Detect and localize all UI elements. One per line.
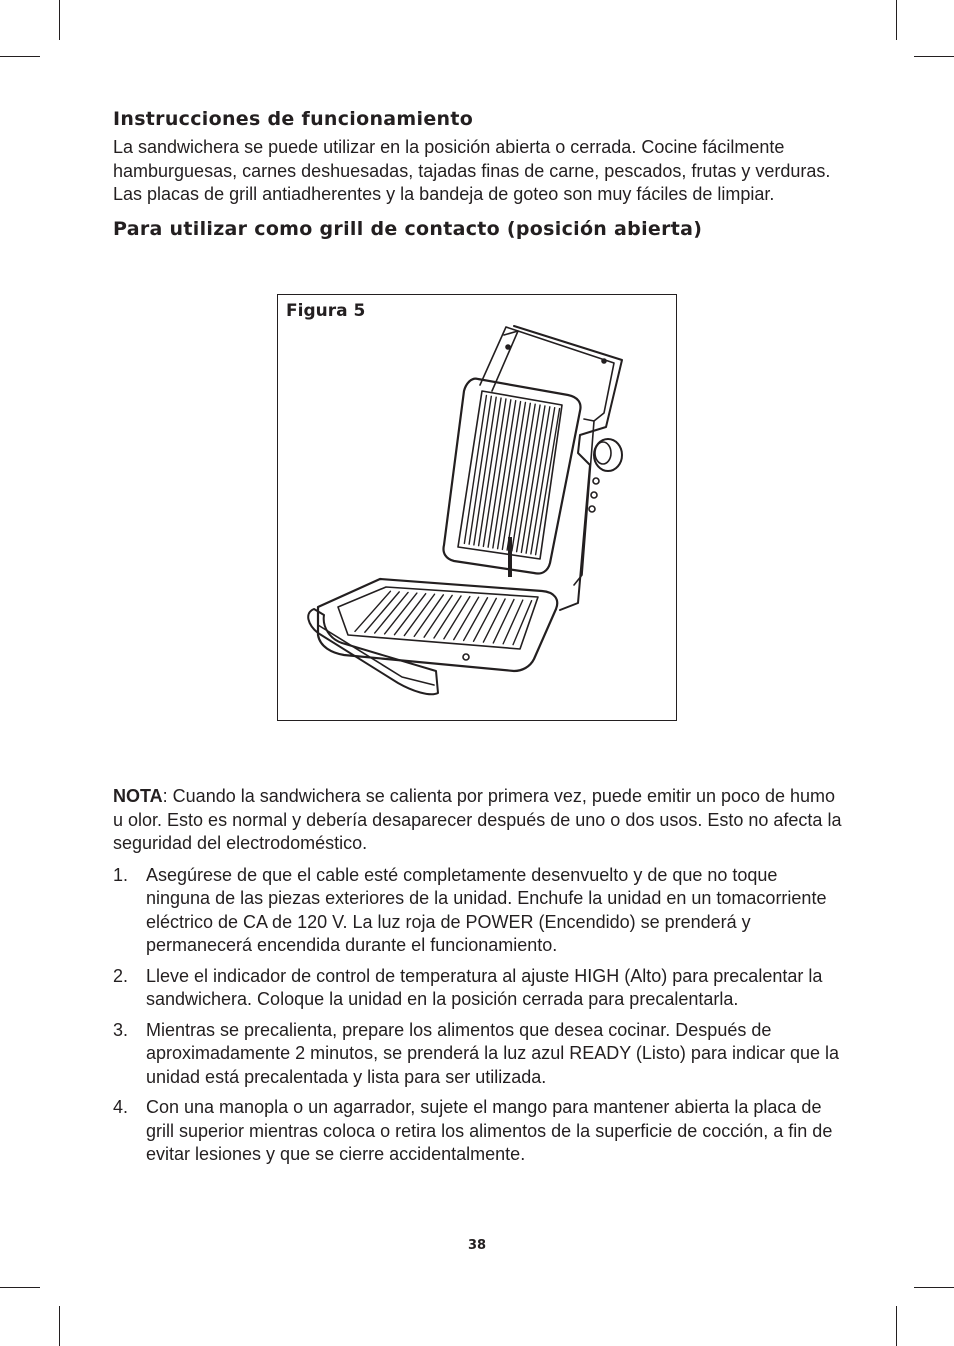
upper-rib	[512, 404, 535, 551]
upper-rib	[483, 399, 506, 546]
step-text: Mientras se precalienta, prepare los alimentos que desea cocinar. Después de aproximadamente 2 minutos, se prenderá la luz azul READY (Listo) para indicar que la unidad está precalentada y lista para ser utilizada.	[146, 1019, 840, 1087]
lower-rib	[385, 593, 417, 634]
crop-mark-top-right-vertical	[896, 0, 897, 40]
upper-rib	[521, 406, 545, 552]
upper-rib	[493, 401, 516, 548]
step-number: 2.	[113, 965, 129, 986]
grill-illustration	[278, 295, 678, 722]
grill-support-post	[508, 537, 512, 577]
figure-label: Figura 5	[286, 301, 366, 321]
lower-rib	[365, 592, 399, 632]
step-number: 3.	[113, 1019, 129, 1040]
upper-rib	[488, 400, 511, 547]
step-item	[113, 1096, 843, 1167]
crop-mark-top-left-horizontal	[0, 56, 40, 57]
step-text: Con una manopla o un agarrador, sujete el mango para mantener abierta la placa de grill superior mientras coloca o retira los alimentos de la superficie de cocción, a fin de evitar lesiones y que se cierre accidentalmente.	[146, 1097, 833, 1164]
temperature-knob-icon	[595, 442, 611, 464]
upper-rib	[479, 398, 501, 546]
instructions-header-block	[113, 106, 843, 242]
note-and-steps-block	[113, 785, 843, 1174]
lower-rib	[474, 598, 497, 641]
steps-list	[113, 864, 843, 1167]
note-text: : Cuando la sandwichera se calienta por primera vez, puede emitir un poco de humo u olor. Esto es normal y debería desaparecer después de uno o dos usos. Esto no afecta la seguridad del electrodoméstico.	[113, 786, 842, 853]
page-number: 38	[467, 1238, 487, 1253]
crop-mark-bottom-left-horizontal	[0, 1287, 40, 1288]
crop-mark-top-left-vertical	[59, 0, 60, 40]
lower-rib	[464, 598, 488, 641]
indicator-light-icon	[593, 478, 599, 484]
figure-box	[277, 294, 677, 721]
step-text: Lleve el indicador de control de temperatura al ajuste HIGH (Alto) para precalentar la sandwichera. Coloque la unidad en la posición cerrada para precalentarla.	[146, 965, 823, 1009]
upper-rib	[507, 403, 530, 550]
step-text: Asegúrese de que el cable esté completamente desenvuelto y de que no toque ninguna de las piezas exteriores de la unidad. Enchufe la unidad en un tomacorriente eléctrico de CA de 120 V. La luz roja de POWER (Encendido) se prenderá y permanecerá encendida durante el funcionamiento.	[146, 864, 827, 955]
grill-hinge-arm-right	[574, 421, 594, 585]
lower-plate	[338, 587, 538, 649]
upper-rib	[517, 405, 540, 552]
crop-mark-bottom-right-horizontal	[914, 1287, 954, 1288]
indicator-light-icon	[591, 492, 597, 498]
section-title: Instrucciones de funcionamiento	[113, 108, 474, 130]
upper-rib	[498, 402, 521, 549]
base-screw-icon	[463, 654, 469, 660]
handle-rivet-icon	[602, 359, 606, 363]
grill-handle-inner	[504, 331, 614, 421]
crop-mark-top-right-horizontal	[914, 56, 954, 57]
upper-rib	[469, 396, 491, 544]
section-subtitle: Para utilizar como grill de contacto (posición abierta)	[113, 217, 703, 240]
step-item	[113, 965, 843, 1012]
intro-paragraph: La sandwichera se puede utilizar en la posición abierta o cerrada. Cocine fácilmente hamburguesas, carnes deshuesadas, tajadas finas de carne, pescados, frutas y verduras. Las placas de grill antiadherentes y la bandeja de goteo son muy fáciles de limpiar.	[113, 137, 831, 204]
crop-mark-bottom-right-vertical	[896, 1306, 897, 1346]
step-item	[113, 864, 843, 958]
lower-rib	[493, 600, 514, 643]
handle-rivet-icon	[506, 345, 510, 349]
crop-mark-bottom-left-vertical	[59, 1306, 60, 1346]
upper-rib	[502, 402, 525, 549]
indicator-light-icon	[589, 506, 595, 512]
note-paragraph	[113, 785, 843, 856]
step-number: 1.	[113, 864, 129, 885]
step-number: 4.	[113, 1097, 129, 1117]
lower-plate-ribs	[355, 591, 532, 644]
step-item	[113, 1019, 843, 1090]
upper-rib	[526, 407, 550, 553]
upper-plate-ribs	[464, 395, 559, 554]
lower-rib	[483, 599, 505, 642]
lower-rib	[375, 592, 408, 633]
upper-rib	[464, 395, 486, 543]
lower-rib	[503, 600, 523, 644]
note-label: NOTA	[113, 786, 163, 806]
